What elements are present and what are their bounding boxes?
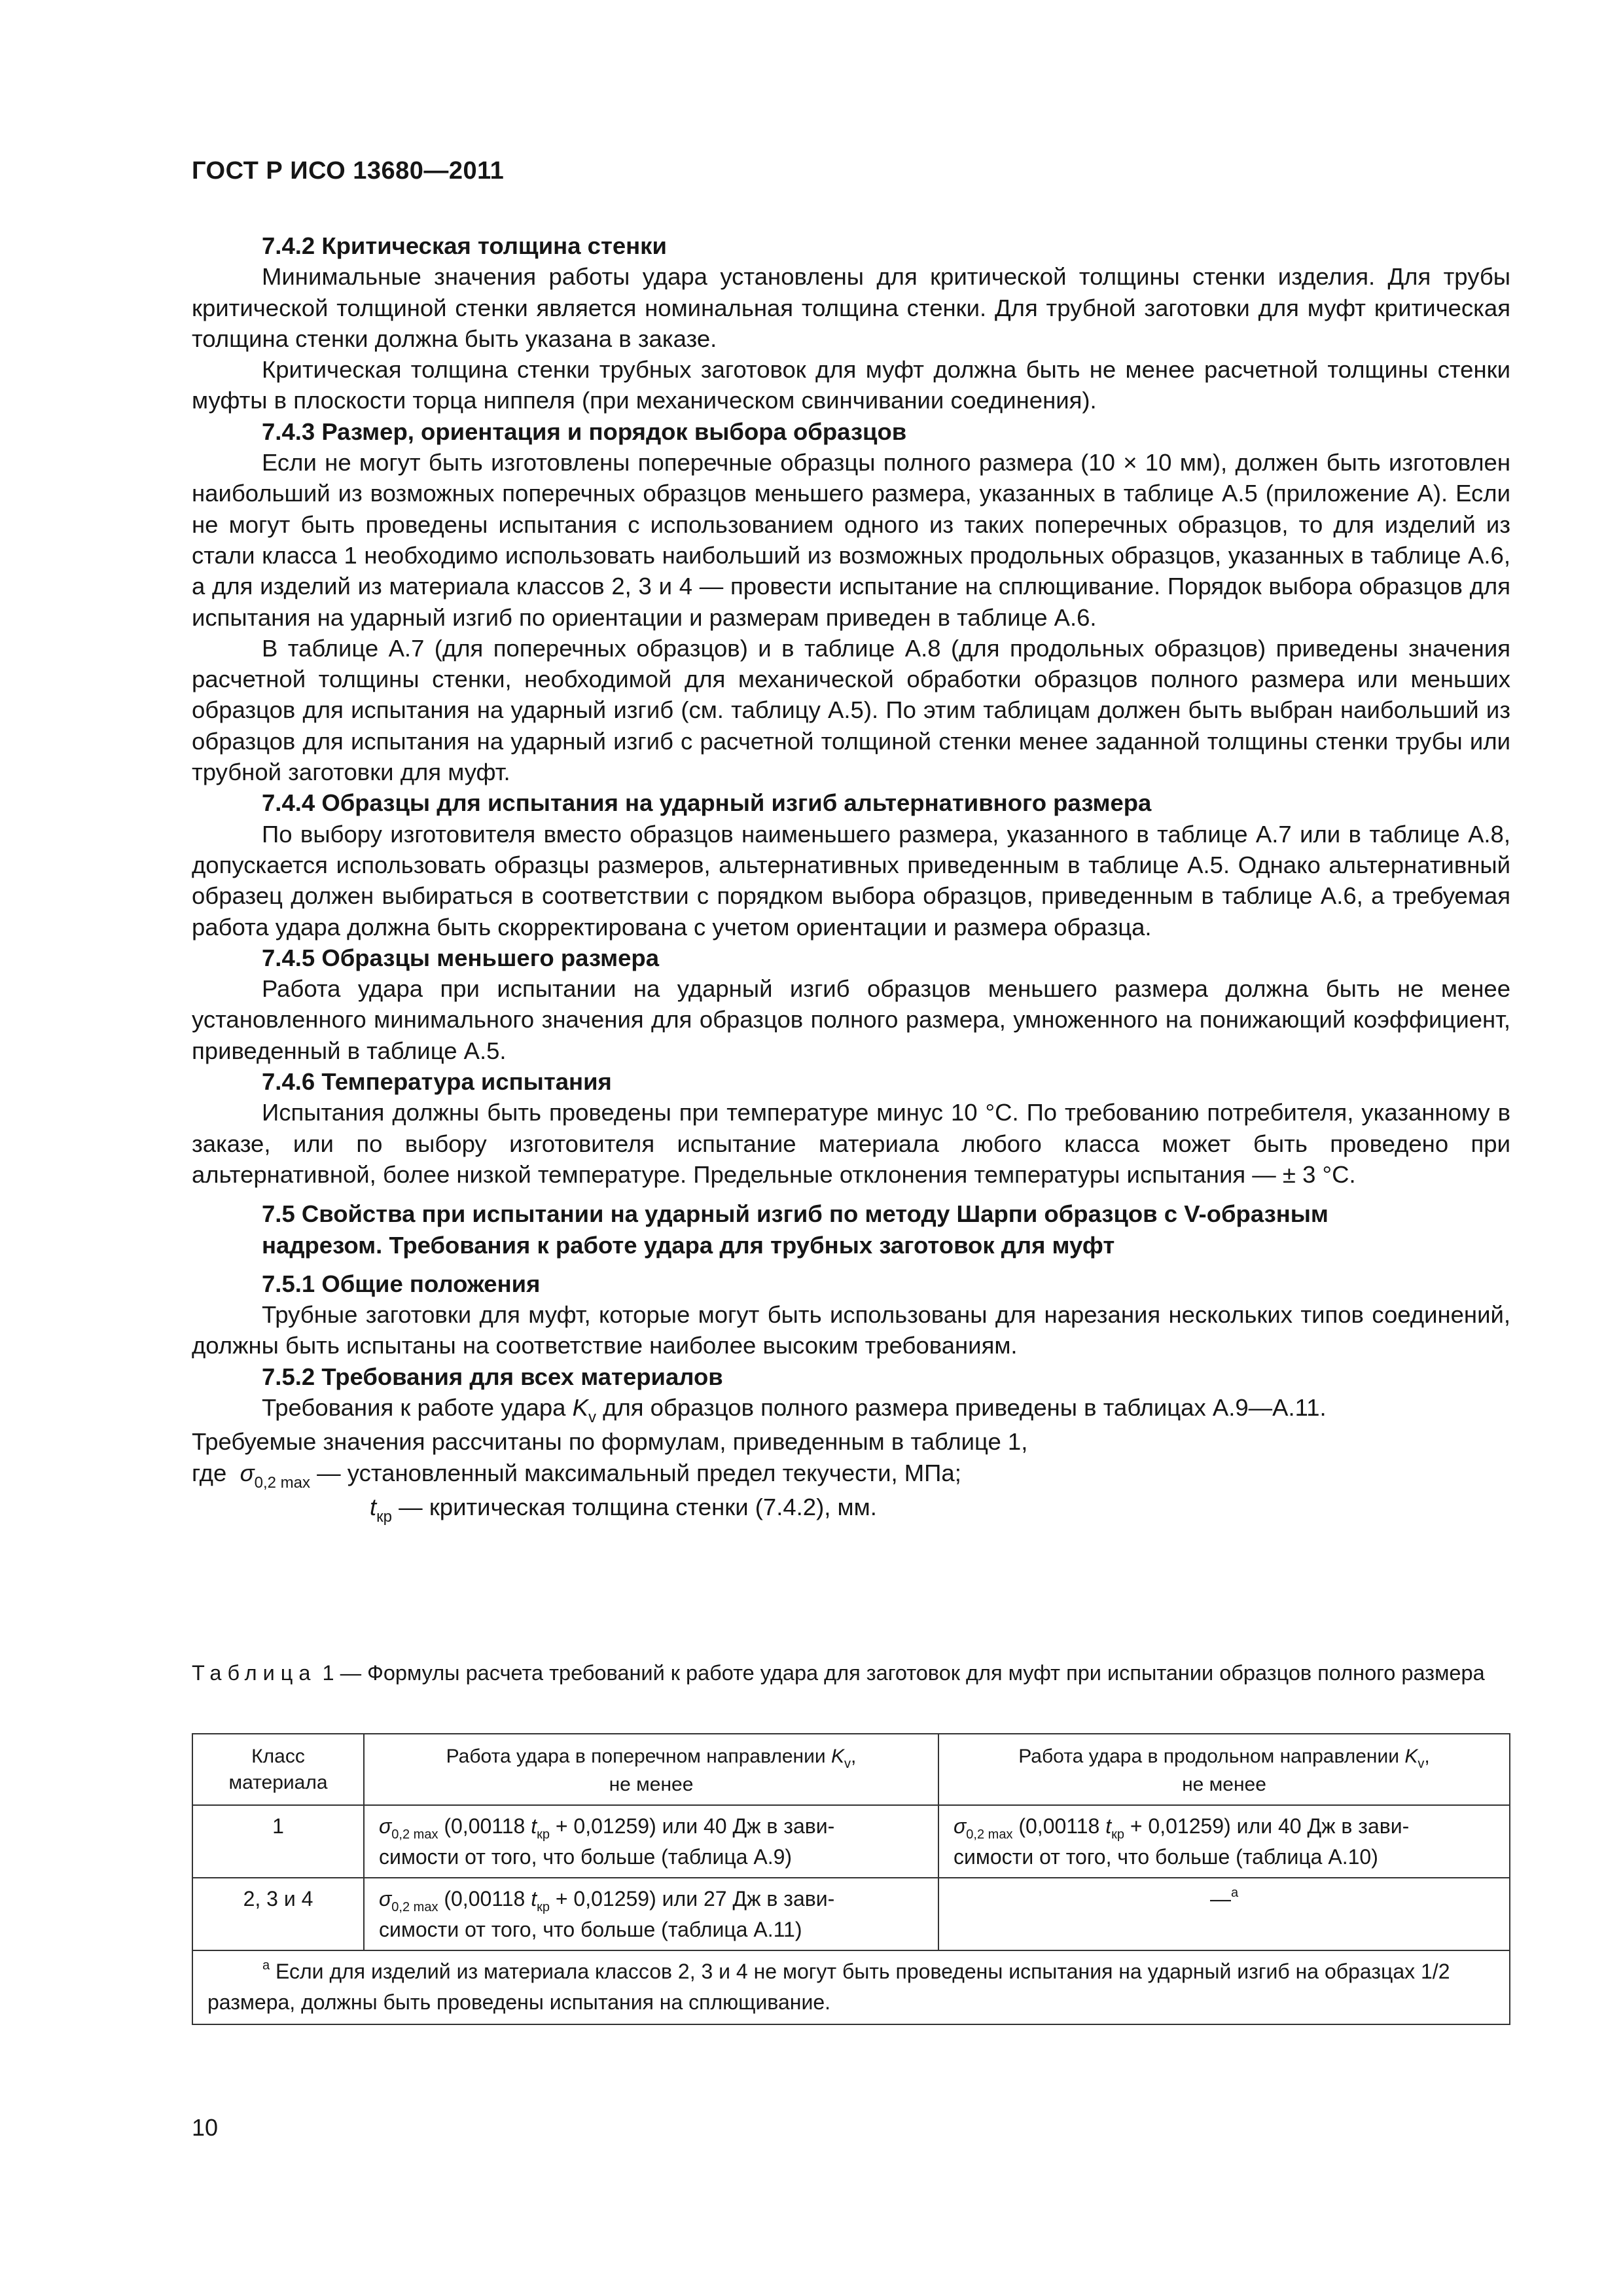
formula-text: (0,00118 [1018,1814,1100,1838]
header-text: Класс [251,1746,305,1767]
table-row [192,1805,1510,1878]
section-7-5-title-line1: 7.5 Свойства при испытании на ударный изгиб по методу Шарпи образцов с V-образным [262,1200,1329,1228]
definition-t [192,1492,1510,1526]
header-text: не менее [609,1774,694,1795]
formula-line: симости от того, что больше (таблица А.10) [954,1845,1378,1869]
table-number: 1 [322,1661,334,1685]
section-7-4-4-title: 7.4.4 Образцы для испытания на ударный изгиб альтернативного размера [262,789,1152,817]
symbol-sigma-subscript: 0,2 max [391,1827,438,1842]
header-text: Работа удара в поперечном направлении $K_v$, [446,1746,857,1771]
definition-text: — критическая толщина стенки (7.4.2), мм. [399,1493,877,1520]
formula-text: + 0,01259) или 40 Дж в зави- [1130,1814,1410,1838]
section-7-4-3-title: 7.4.3 Размер, ориентация и порядок выбора образцов [262,418,907,445]
formula-line [379,1885,923,1916]
symbol-sigma: σ [379,1887,392,1910]
body-text [192,230,1510,1526]
formula-text: (0,00118 [444,1887,526,1910]
symbol-sigma: σ [379,1814,392,1838]
cell-longitudinal [938,1878,1510,1950]
header-text: Работа удара в продольном направлении $K_v$, [1018,1746,1430,1771]
section-7-4-2-title: 7.4.2 Критическая толщина стенки [262,232,667,259]
footnote-indent [207,1960,262,1983]
cell-longitudinal [938,1805,1510,1878]
header-class [192,1734,364,1805]
symbol-t-subscript: кр [1111,1827,1124,1842]
section-7-5-title-line2: надрезом. Требования к работе удара для трубных заготовок для муфт [262,1231,1115,1259]
table-footnote [192,1950,1510,2024]
symbol-t: t [531,1814,537,1838]
dash: — [1209,1887,1231,1910]
symbol-k: K [572,1393,588,1421]
cell-class: 2, 3 и 4 [192,1878,364,1950]
cell-class: 1 [192,1805,364,1878]
table-row [192,1878,1510,1950]
section-7-5-title [192,1198,1510,1261]
definition-sigma [192,1458,1510,1492]
table-footnote-row [192,1950,1510,2024]
symbol-t: t [531,1887,537,1910]
symbol-k-subscript: v [588,1408,596,1426]
symbol-t-subscript: кр [537,1827,550,1842]
formula-line [379,1812,923,1843]
formula-text: (0,00118 [444,1814,526,1838]
symbol-k: K [830,1746,844,1767]
paragraph: Трубные заготовки для муфт, которые могут быть использованы для нарезания нескольких типов соединений, должны быть испытаны на соответствие наиболее высоким требованиям. [192,1301,1510,1359]
header-text: материала [228,1772,328,1793]
paragraph: Если не могут быть изготовлены поперечные образцы полного размера (10 × 10 мм), должен быть изготовлен наибольший из возможных поперечных образцов меньшего размера, указанных в таблице А.5 (приложение А). Если не могут быть проведены испытания с использованием одного из таких поперечных образцов, то для изделий из стали класса 1 необходимо использовать наибольший из возможных продольных образцов, указанных в таблице А.6, а для изделий из материала классов 2, 3 и 4 — провести испытание на сплющивание. Порядок выбора образцов для испытания на ударный изгиб по ориентации и размерам приведен в таблице А.6. [192,449,1510,631]
standard-header: ГОСТ Р ИСО 13680—2011 [192,157,505,185]
paragraph: Требуемые значения рассчитаны по формулам, приведенным в таблице 1, [192,1428,1028,1456]
footnote-text: Если для изделий из материала классов 2, 3 и 4 не могут быть проведены испытания на ударный изгиб на образцах 1/2 размера, должны быть проведены испытания на сплющивание. [207,1960,1450,2014]
paragraph: Испытания должны быть проведены при температуре минус 10 °С. По требованию потребителя, указанному в заказе, или по выбору изготовителя испытание материала любого класса может быть проведено при альтернативной, более низкой температуре. Предельные отклонения температуры испытания — ± 3 °С. [192,1099,1510,1188]
table-label: Таблица [192,1661,317,1685]
paragraph: В таблице А.7 (для поперечных образцов) и в таблице А.8 (для продольных образцов) приведены значения расчетной толщины стенки, необходимой для механической обработки образцов полного размера или меньших образцов для испытания на ударный изгиб (см. таблицу А.5). По этим таблицам должен быть выбран наибольший из образцов для испытания на ударный изгиб с расчетной толщиной стенки менее заданной толщины стенки трубы или трубной заготовки для муфт. [192,634,1510,786]
symbol-sigma: σ [954,1814,967,1838]
symbol-k: K [1404,1746,1418,1767]
symbol-t: t [370,1493,377,1520]
text-run: для образцов полного размера приведены в таблицах А.9—А.11. [603,1393,1327,1421]
cell-transverse [364,1878,938,1950]
header-text: Работа удара в продольном направлении [1018,1746,1399,1767]
symbol-sigma: σ [240,1459,255,1486]
paragraph: Критическая толщина стенки трубных заготовок для муфт должна быть не менее расчетной толщины стенки муфты в плоскости торца ниппеля (при механическом свинчивании соединения). [192,356,1510,414]
footnote-mark: a [1230,1886,1239,1900]
paragraph: Минимальные значения работы удара установлены для критической толщины стенки изделия. Для трубы критической толщиной стенки является номинальная толщина стенки. Для трубной заготовки для муфт критическая толщина стенки должна быть указана в заказе. [192,263,1510,352]
formula-text: + 0,01259) или 27 Дж в зави- [555,1887,835,1910]
header-longitudinal [938,1734,1510,1805]
paragraph: Работа удара при испытании на ударный изгиб образцов меньшего размера должна быть не менее установленного минимального значения для образцов полного размера, умноженного на понижающий коэффициент, приведенный в таблице А.5. [192,975,1510,1064]
symbol-t-subscript: кр [537,1900,550,1914]
symbol-k-subscript: v [1418,1757,1425,1771]
table-caption [192,1659,1510,1687]
page-number: 10 [192,2114,219,2141]
symbol-t-subscript: кр [376,1507,393,1526]
symbol-t: t [1105,1814,1112,1838]
header-transverse [364,1734,938,1805]
symbol-sigma-subscript: 0,2 max [966,1827,1013,1842]
cell-transverse [364,1805,938,1878]
paragraph: По выбору изготовителя вместо образцов наименьшего размера, указанного в таблице А.7 или в таблице А.8, допускается использовать образцы размеров, альтернативных приведенным в таблице А.5. Однако альтернативный образец должен выбираться в соответствии с порядком выбора образцов, приведенным в таблице А.6, а требуемая работа удара должна быть скорректирована с учетом ориентации и размера образца. [192,820,1510,941]
symbol-k-subscript: v [844,1757,851,1771]
footnote-mark: a [262,1958,270,1973]
header-text: Работа удара в поперечном направлении [446,1746,826,1767]
formula-line: симости от того, что больше (таблица А.9) [379,1845,793,1869]
table-header-row [192,1734,1510,1805]
where-label: где [192,1459,227,1486]
formula-text: + 0,01259) или 40 Дж в зави- [555,1814,835,1838]
formula-line [954,1812,1495,1843]
section-7-4-6-title: 7.4.6 Температура испытания [262,1068,612,1096]
symbol-sigma-subscript: 0,2 max [391,1900,438,1914]
section-7-5-2-title: 7.5.2 Требования для всех материалов [262,1363,723,1390]
header-text: не менее [1182,1774,1266,1795]
text-run: Требования к работе удара [262,1393,566,1421]
requirements-table [192,1733,1510,2025]
symbol-sigma-subscript: 0,2 max [254,1473,310,1492]
section-7-5-1-title: 7.5.1 Общие положения [262,1270,541,1297]
formula-line: симости от того, что больше (таблица А.11) [379,1918,802,1941]
definition-text: — установленный максимальный предел текучести, МПа; [317,1459,961,1486]
paragraph [192,1392,1510,1426]
table-caption-text: — Формулы расчета требований к работе удара для заготовок для муфт при испытании образцов полного размера [340,1661,1485,1685]
section-7-4-5-title: 7.4.5 Образцы меньшего размера [262,944,660,971]
